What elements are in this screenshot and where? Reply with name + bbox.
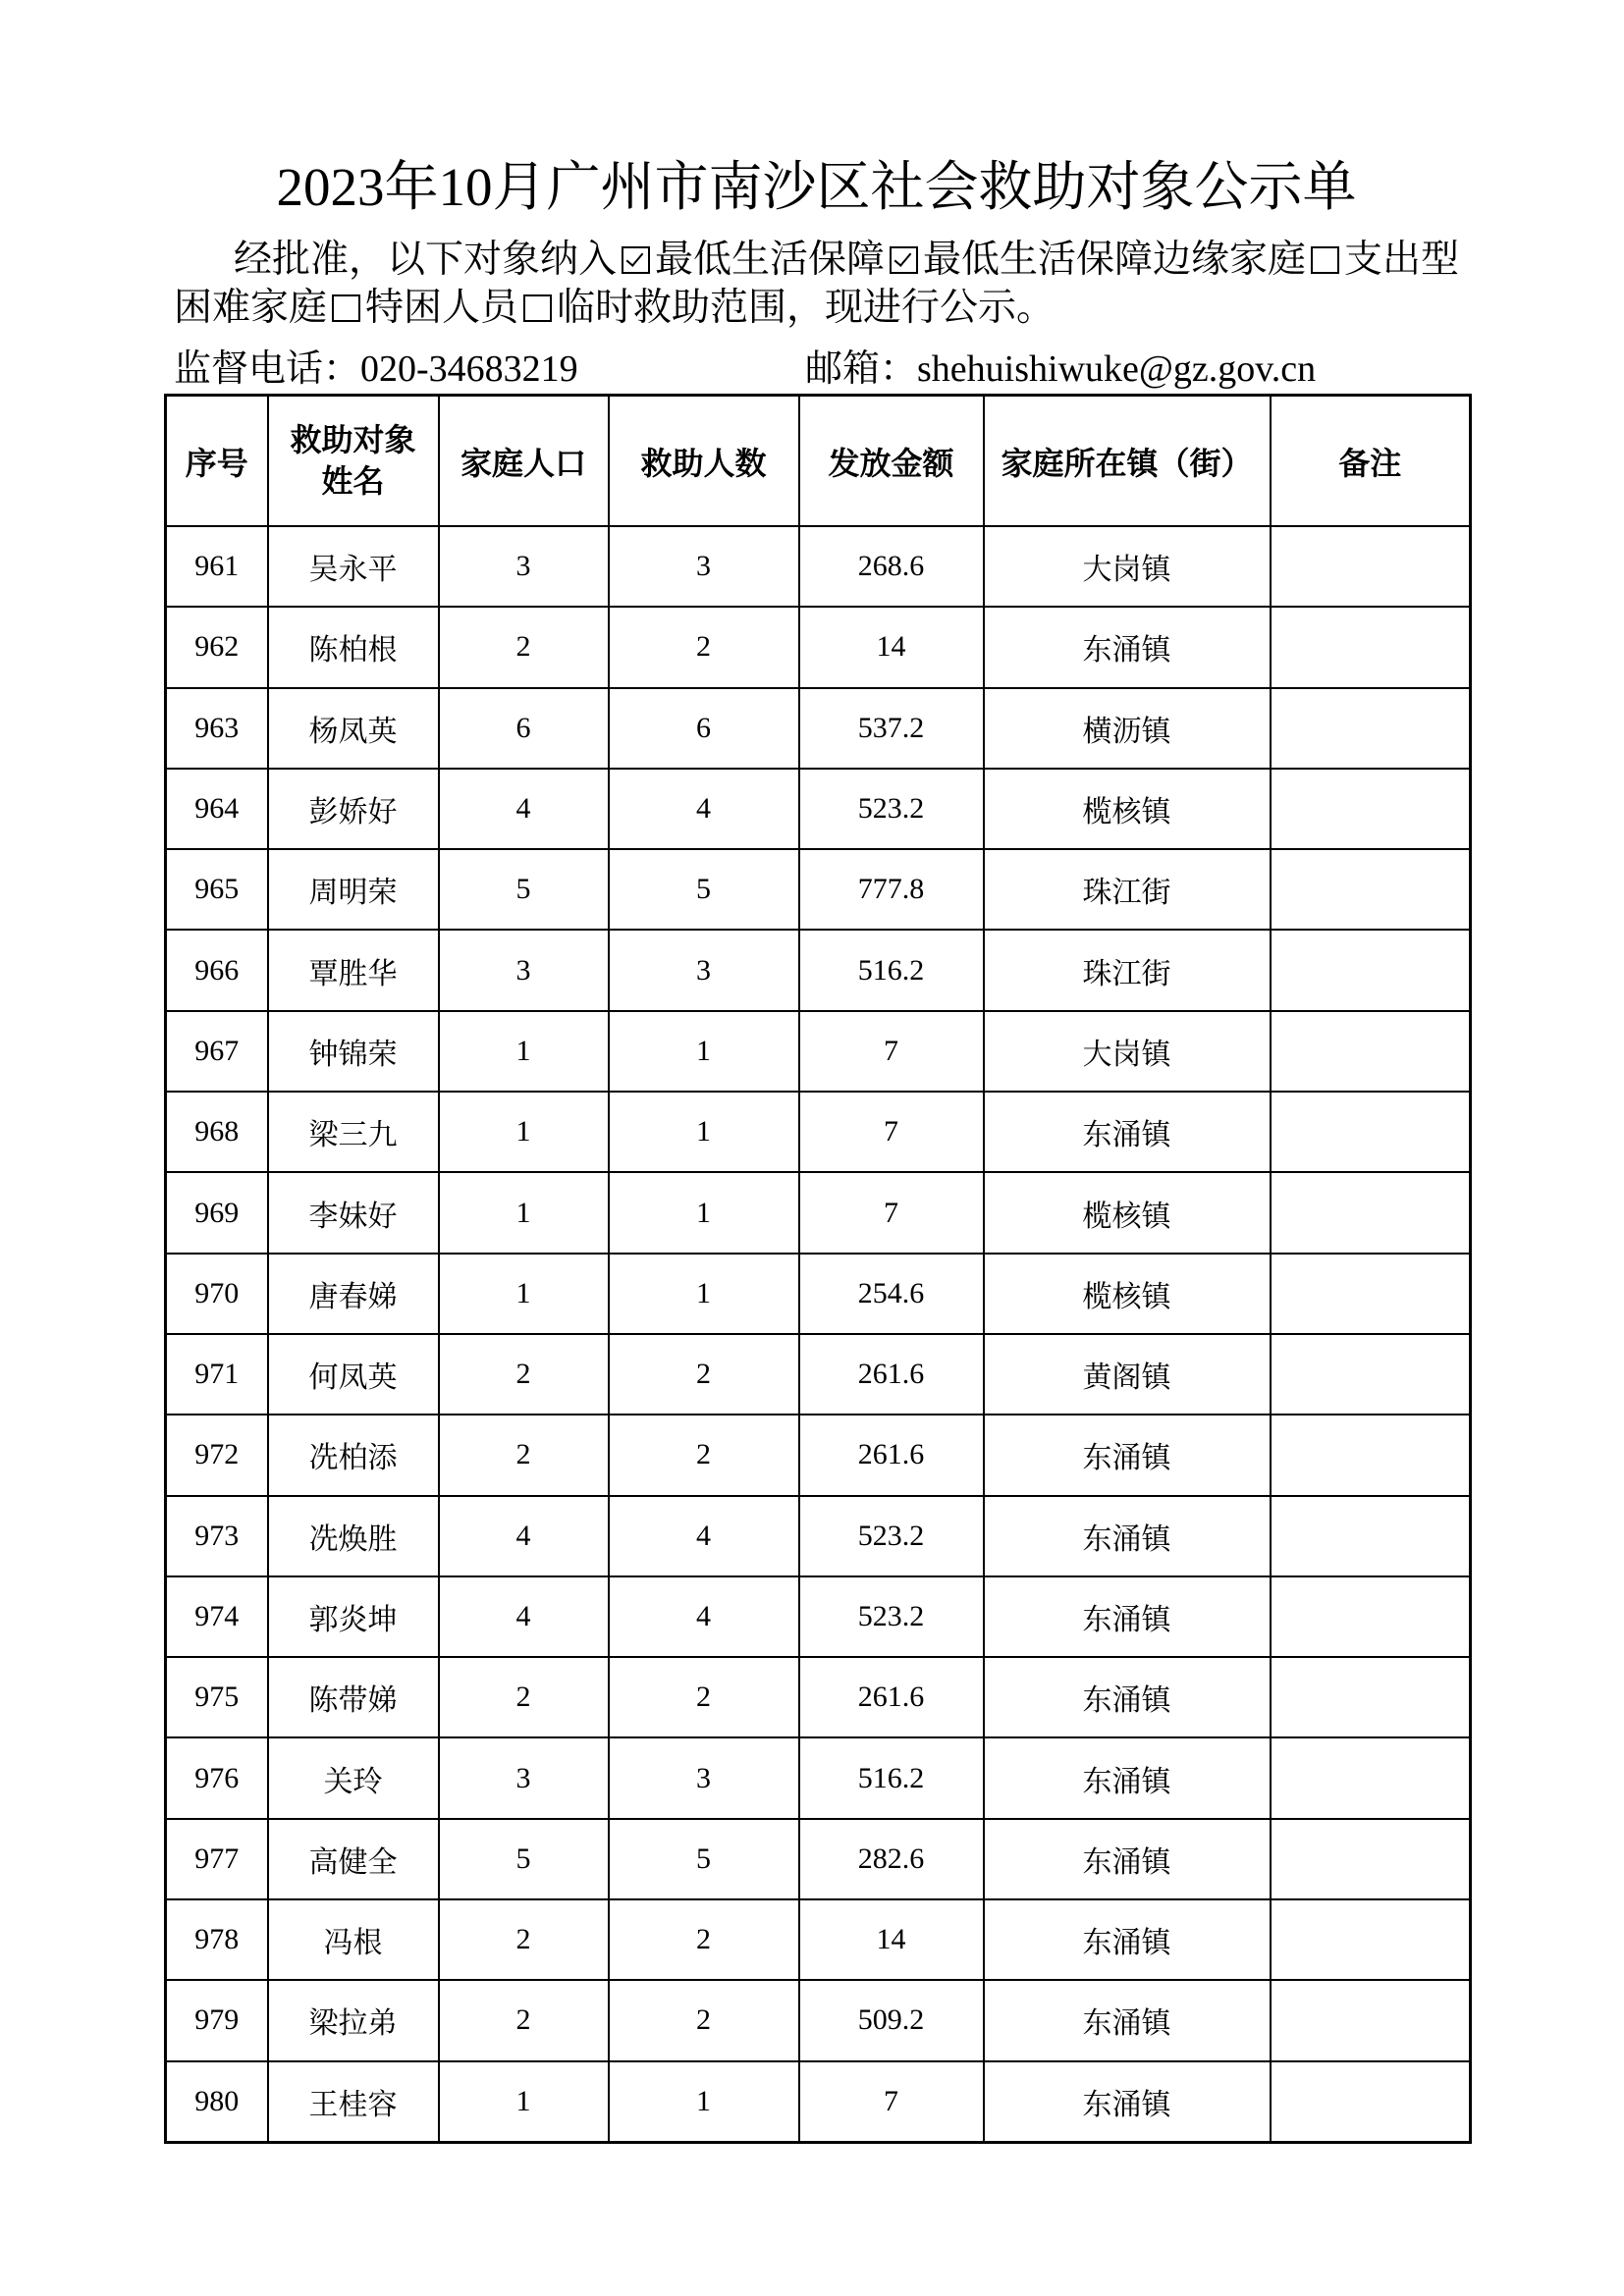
seq-cell: 972 (166, 1415, 268, 1495)
table-row (166, 1254, 1471, 1334)
household-size-cell: 1 (439, 1172, 609, 1253)
town-cell: 东涌镇 (984, 1899, 1271, 1980)
name-cell: 陈柏根 (268, 607, 439, 687)
notice-lead: 经批准，以下对象纳入 (234, 239, 618, 281)
town-cell: 东涌镇 (984, 2061, 1271, 2143)
aided-count-cell: 2 (609, 1334, 799, 1415)
table-row (166, 1496, 1471, 1576)
remark-cell (1271, 1980, 1471, 2060)
option-label: 支出型 (1344, 239, 1460, 281)
remark-cell (1271, 1576, 1471, 1657)
seq-cell: 978 (166, 1899, 268, 1980)
column-header-seq: 序号 (166, 396, 268, 527)
name-cell: 彭娇好 (268, 769, 439, 849)
remark-cell (1271, 1011, 1471, 1092)
household-size-cell: 6 (439, 688, 609, 769)
seq-cell: 967 (166, 1011, 268, 1092)
town-cell: 东涌镇 (984, 1576, 1271, 1657)
document-title: 2023年10月广州市南沙区社会救助对象公示单 (276, 157, 1357, 217)
name-cell: 唐春娣 (268, 1254, 439, 1334)
notice-line-2 (174, 286, 1055, 331)
aided-count-cell: 4 (609, 1576, 799, 1657)
name-cell: 周明荣 (268, 849, 439, 930)
remark-cell (1271, 1172, 1471, 1253)
aided-count-cell: 4 (609, 769, 799, 849)
aided-count-cell: 3 (609, 1737, 799, 1818)
seq-cell: 962 (166, 607, 268, 687)
town-cell: 榄核镇 (984, 769, 1271, 849)
household-size-cell: 3 (439, 526, 609, 607)
household-size-cell: 2 (439, 1415, 609, 1495)
name-cell: 郭炎坤 (268, 1576, 439, 1657)
phone-label: 监督电话： (174, 348, 361, 390)
option-label: 临时救助 (557, 287, 711, 329)
column-header-name (268, 396, 439, 527)
aided-count-cell: 1 (609, 1011, 799, 1092)
aided-count-cell: 1 (609, 1254, 799, 1334)
household-size-cell: 1 (439, 1011, 609, 1092)
email-label: 邮箱： (805, 348, 918, 390)
town-cell: 东涌镇 (984, 1496, 1271, 1576)
household-size-cell: 3 (439, 930, 609, 1010)
town-cell: 大岗镇 (984, 1011, 1271, 1092)
amount-cell: 261.6 (799, 1334, 984, 1415)
notice-tail: 范围，现进行公示。 (710, 287, 1056, 329)
seq-cell: 977 (166, 1819, 268, 1899)
table-row (166, 607, 1471, 687)
town-cell: 大岗镇 (984, 526, 1271, 607)
table-row (166, 1334, 1471, 1415)
option-label: 最低生活保障边缘家庭 (923, 239, 1307, 281)
amount-cell: 537.2 (799, 688, 984, 769)
town-cell: 珠江街 (984, 849, 1271, 930)
remark-cell (1271, 930, 1471, 1010)
amount-cell: 261.6 (799, 1657, 984, 1737)
aided-count-cell: 3 (609, 526, 799, 607)
seq-cell: 970 (166, 1254, 268, 1334)
remark-cell (1271, 1254, 1471, 1334)
seq-cell: 966 (166, 930, 268, 1010)
household-size-cell: 2 (439, 607, 609, 687)
option-label: 困难家庭 (174, 287, 328, 329)
column-header-remark: 备注 (1271, 396, 1471, 527)
household-size-cell: 2 (439, 1899, 609, 1980)
amount-cell: 254.6 (799, 1254, 984, 1334)
remark-cell (1271, 769, 1471, 849)
column-header-household-size: 家庭人口 (439, 396, 609, 527)
remark-cell (1271, 1092, 1471, 1172)
seq-cell: 961 (166, 526, 268, 607)
option-label: 特困人员 (365, 287, 519, 329)
name-cell: 王桂容 (268, 2061, 439, 2143)
column-header-aided-count: 救助人数 (609, 396, 799, 527)
table-row (166, 1415, 1471, 1495)
town-cell: 东涌镇 (984, 607, 1271, 687)
name-cell: 钟锦荣 (268, 1011, 439, 1092)
household-size-cell: 3 (439, 1737, 609, 1818)
remark-cell (1271, 2061, 1471, 2143)
town-cell: 东涌镇 (984, 1980, 1271, 2060)
household-size-cell: 1 (439, 2061, 609, 2143)
aided-count-cell: 1 (609, 1172, 799, 1253)
aided-count-cell: 2 (609, 1899, 799, 1980)
amount-cell: 777.8 (799, 849, 984, 930)
remark-cell (1271, 607, 1471, 687)
town-cell: 东涌镇 (984, 1657, 1271, 1737)
name-cell: 何凤英 (268, 1334, 439, 1415)
remark-cell (1271, 1657, 1471, 1737)
seq-cell: 975 (166, 1657, 268, 1737)
checkbox-icon (622, 246, 649, 274)
town-cell: 东涌镇 (984, 1819, 1271, 1899)
checkbox-icon (523, 294, 551, 322)
name-cell: 冼焕胜 (268, 1496, 439, 1576)
seq-cell: 963 (166, 688, 268, 769)
remark-cell (1271, 526, 1471, 607)
phone-number: 020-34683219 (360, 348, 578, 390)
seq-cell: 968 (166, 1092, 268, 1172)
amount-cell: 523.2 (799, 769, 984, 849)
option-label: 最低生活保障 (655, 239, 886, 281)
amount-cell: 7 (799, 1172, 984, 1253)
amount-cell: 509.2 (799, 1980, 984, 2060)
amount-cell: 516.2 (799, 930, 984, 1010)
household-size-cell: 5 (439, 1819, 609, 1899)
table-row (166, 769, 1471, 849)
table-body (166, 526, 1471, 2142)
table-row (166, 1737, 1471, 1818)
town-cell: 榄核镇 (984, 1172, 1271, 1253)
amount-cell: 261.6 (799, 1415, 984, 1495)
remark-cell (1271, 1819, 1471, 1899)
aided-count-cell: 4 (609, 1496, 799, 1576)
notice-line-1 (234, 238, 1459, 283)
remark-cell (1271, 1334, 1471, 1415)
column-header-town: 家庭所在镇（街） (984, 396, 1271, 527)
household-size-cell: 4 (439, 769, 609, 849)
seq-cell: 974 (166, 1576, 268, 1657)
name-cell: 陈带娣 (268, 1657, 439, 1737)
amount-cell: 282.6 (799, 1819, 984, 1899)
checkbox-icon (1311, 246, 1338, 274)
town-cell: 榄核镇 (984, 1254, 1271, 1334)
table-row (166, 1576, 1471, 1657)
household-size-cell: 5 (439, 849, 609, 930)
town-cell: 东涌镇 (984, 1415, 1271, 1495)
amount-cell: 7 (799, 1092, 984, 1172)
table-row (166, 526, 1471, 607)
aided-count-cell: 2 (609, 1980, 799, 2060)
household-size-cell: 4 (439, 1496, 609, 1576)
supervision-phone (174, 347, 578, 392)
beneficiary-table (164, 394, 1472, 2144)
checkbox-icon (890, 246, 917, 274)
name-cell: 高健全 (268, 1819, 439, 1899)
name-cell: 梁三九 (268, 1092, 439, 1172)
name-cell: 梁拉弟 (268, 1980, 439, 2060)
amount-cell: 7 (799, 1011, 984, 1092)
seq-cell: 971 (166, 1334, 268, 1415)
name-cell: 吴永平 (268, 526, 439, 607)
aided-count-cell: 5 (609, 1819, 799, 1899)
town-cell: 东涌镇 (984, 1092, 1271, 1172)
aided-count-cell: 6 (609, 688, 799, 769)
amount-cell: 523.2 (799, 1496, 984, 1576)
name-cell: 冯根 (268, 1899, 439, 1980)
name-cell: 关玲 (268, 1737, 439, 1818)
remark-cell (1271, 1415, 1471, 1495)
aided-count-cell: 1 (609, 2061, 799, 2143)
seq-cell: 976 (166, 1737, 268, 1818)
aided-count-cell: 2 (609, 607, 799, 687)
remark-cell (1271, 1737, 1471, 1818)
seq-cell: 980 (166, 2061, 268, 2143)
amount-cell: 14 (799, 1899, 984, 1980)
email-address: shehuishiwuke@gz.gov.cn (917, 348, 1317, 390)
table-row (166, 930, 1471, 1010)
table-header-row (166, 396, 1471, 527)
household-size-cell: 2 (439, 1657, 609, 1737)
seq-cell: 964 (166, 769, 268, 849)
remark-cell (1271, 688, 1471, 769)
seq-cell: 979 (166, 1980, 268, 2060)
aided-count-cell: 3 (609, 930, 799, 1010)
household-size-cell: 4 (439, 1576, 609, 1657)
table-row (166, 1172, 1471, 1253)
checkbox-icon (332, 294, 359, 322)
table-row (166, 1657, 1471, 1737)
seq-cell: 965 (166, 849, 268, 930)
aided-count-cell: 2 (609, 1415, 799, 1495)
household-size-cell: 2 (439, 1980, 609, 2060)
table-row (166, 1899, 1471, 1980)
household-size-cell: 2 (439, 1334, 609, 1415)
amount-cell: 523.2 (799, 1576, 984, 1657)
town-cell: 东涌镇 (984, 1737, 1271, 1818)
table-row (166, 1092, 1471, 1172)
town-cell: 黄阁镇 (984, 1334, 1271, 1415)
seq-cell: 969 (166, 1172, 268, 1253)
column-header-amount: 发放金额 (799, 396, 984, 527)
amount-cell: 7 (799, 2061, 984, 2143)
name-cell: 覃胜华 (268, 930, 439, 1010)
seq-cell: 973 (166, 1496, 268, 1576)
town-cell: 珠江街 (984, 930, 1271, 1010)
table-row (166, 688, 1471, 769)
table-row (166, 2061, 1471, 2143)
table-row (166, 849, 1471, 930)
aided-count-cell: 2 (609, 1657, 799, 1737)
remark-cell (1271, 1496, 1471, 1576)
remark-cell (1271, 849, 1471, 930)
name-cell: 冼柏添 (268, 1415, 439, 1495)
column-header-name-text: 救助对象姓名 (290, 421, 416, 499)
amount-cell: 516.2 (799, 1737, 984, 1818)
name-cell: 杨凤英 (268, 688, 439, 769)
remark-cell (1271, 1899, 1471, 1980)
contact-email (805, 347, 1316, 392)
aided-count-cell: 1 (609, 1092, 799, 1172)
amount-cell: 268.6 (799, 526, 984, 607)
household-size-cell: 1 (439, 1254, 609, 1334)
table-row (166, 1819, 1471, 1899)
table-row (166, 1011, 1471, 1092)
name-cell: 李妹好 (268, 1172, 439, 1253)
household-size-cell: 1 (439, 1092, 609, 1172)
amount-cell: 14 (799, 607, 984, 687)
town-cell: 横沥镇 (984, 688, 1271, 769)
aided-count-cell: 5 (609, 849, 799, 930)
table-row (166, 1980, 1471, 2060)
